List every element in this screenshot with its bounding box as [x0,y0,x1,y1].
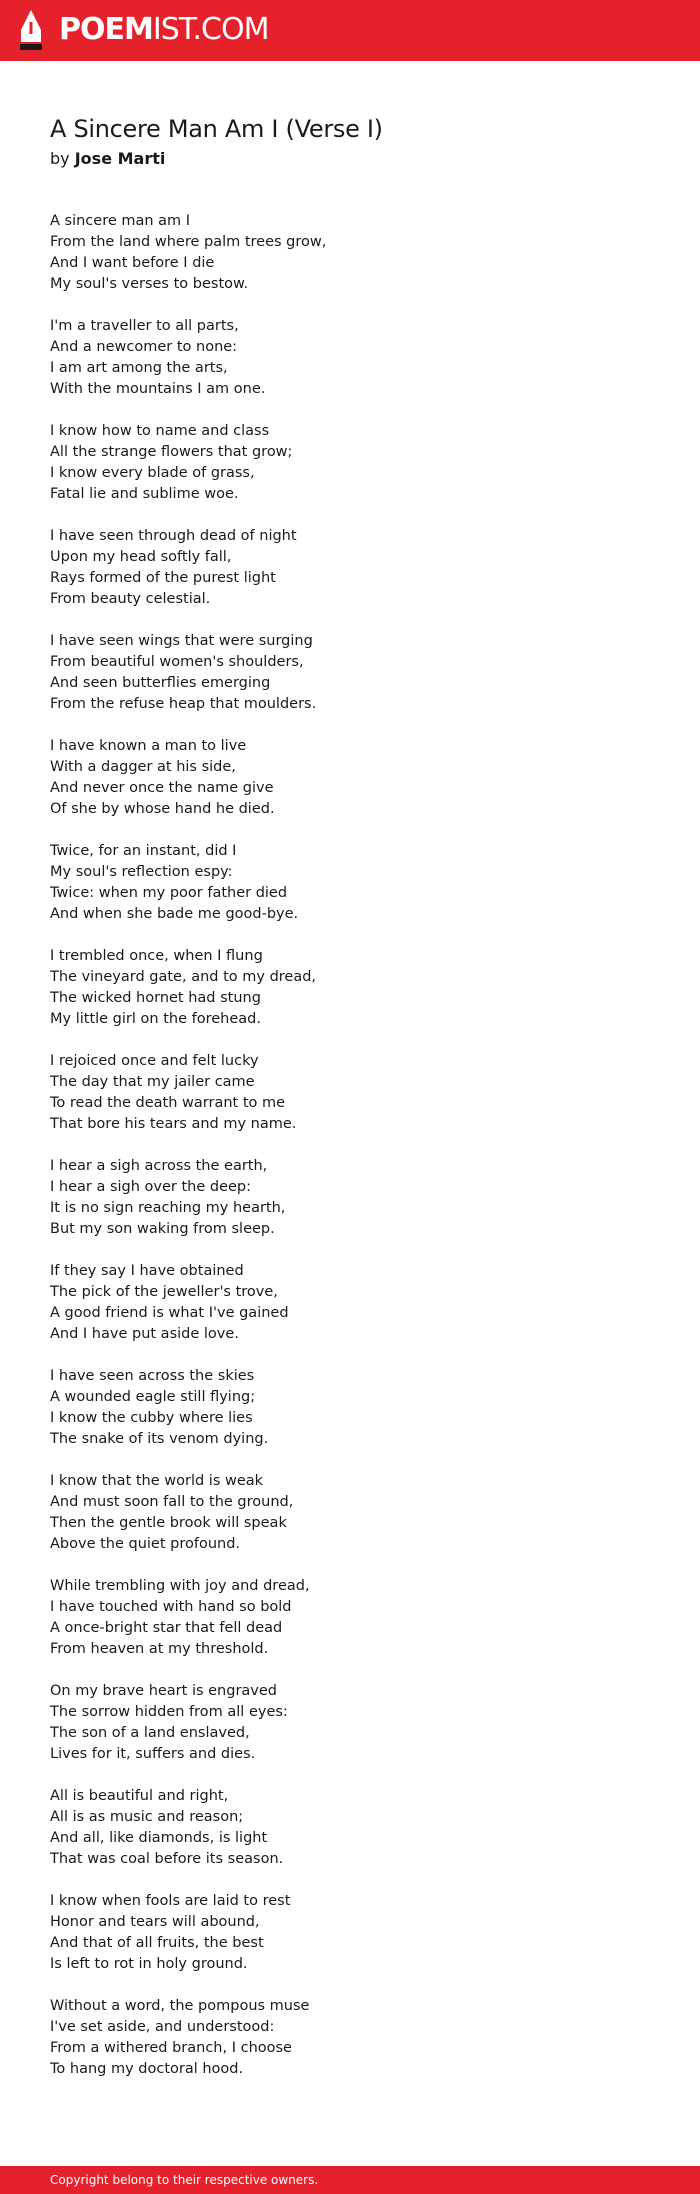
logo-wordmark-bold: POEM [59,12,153,47]
poem-line: Upon my head softly fall, [50,549,232,565]
poem-line: Is left to rot in holy ground. [50,1956,248,1972]
poem-line: My little girl on the forehead. [50,1011,261,1027]
poem-line: Fatal lie and sublime woe. [50,486,239,502]
poem-line: A sincere man am I [50,213,191,229]
poem-line: And I want before I die [50,255,215,271]
poem-stanza [50,1576,650,1660]
poem-line: From a withered branch, I choose [50,2040,292,2056]
poem-line: And a newcomer to none: [50,339,238,355]
poem-line: I'm a traveller to all parts, [50,318,239,334]
poem-title: A Sincere Man Am I (Verse I) [50,115,383,143]
poem-line: I have seen across the skies [50,1368,255,1384]
poem-line: A wounded eagle still flying; [50,1389,256,1405]
poem-line: And I have put aside love. [50,1326,239,1342]
poem-line: To read the death warrant to me [50,1095,286,1111]
poem-stanza [50,631,650,715]
poem-line: To hang my doctoral hood. [50,2061,244,2077]
poem-stanza [50,526,650,610]
poem-line: While trembling with joy and dread, [50,1578,310,1594]
poem-stanza [50,1261,650,1345]
poem-stanza [50,211,650,295]
poem-line: The wicked hornet had stung [50,990,261,1006]
poem-stanza [50,1471,650,1555]
poem-line: Twice, for an instant, did I [50,843,237,859]
poem-line: That was coal before its season. [50,1851,284,1867]
poem-line: And all, like diamonds, is light [50,1830,268,1846]
poem-line: I have seen through dead of night [50,528,297,544]
poem-line: Rays formed of the purest light [50,570,276,586]
poem-body [50,211,650,2080]
poem-line: Honor and tears will abound, [50,1914,260,1930]
poem-stanza [50,1996,650,2080]
poem-line: I have touched with hand so bold [50,1599,292,1615]
poem-line: I know that the world is weak [50,1473,264,1489]
poem-stanza [50,946,650,1030]
poem-line: My soul's verses to bestow. [50,276,249,292]
poem-line: Twice: when my poor father died [50,885,288,901]
poem-line: But my son waking from sleep. [50,1221,275,1237]
poem-line: All is beautiful and right, [50,1788,229,1804]
poem-line: All the strange flowers that grow; [50,444,293,460]
copyright-notice: Copyright belong to their respective owners. [50,2173,319,2187]
poem-stanza [50,1156,650,1240]
site-footer [0,2166,700,2194]
poem-line: I have seen wings that were surging [50,633,313,649]
poem-stanza [50,316,650,400]
poem-line: I trembled once, when I flung [50,948,263,964]
poem-line: The day that my jailer came [50,1074,255,1090]
poem-line: I know every blade of grass, [50,465,255,481]
poem-stanza [50,1366,650,1450]
poem-line: Above the quiet profound. [50,1536,241,1552]
poem-line: Without a word, the pompous muse [50,1998,310,2014]
poem-line: That bore his tears and my name. [50,1116,297,1132]
poem-line: All is as music and reason; [50,1809,244,1825]
poem-line: Of she by whose hand he died. [50,801,275,817]
poem-line: The sorrow hidden from all eyes: [50,1704,288,1720]
poem-byline [50,148,650,170]
poem-line: My soul's reflection espy: [50,864,233,880]
poem-line: I know when fools are laid to rest [50,1893,291,1909]
poem-line: The pick of the jeweller's trove, [50,1284,278,1300]
poem-line: And never once the name give [50,780,274,796]
poem-line: I rejoiced once and felt lucky [50,1053,259,1069]
poem-line: On my brave heart is engraved [50,1683,278,1699]
site-header [0,0,700,61]
poem-line: From beautiful women's shoulders, [50,654,304,670]
poem-author[interactable]: Jose Marti [74,149,166,168]
poem-line: A good friend is what I've gained [50,1305,289,1321]
poem-stanza [50,841,650,925]
poem-line: From the land where palm trees grow, [50,234,327,250]
poem-line: And must soon fall to the ground, [50,1494,294,1510]
poem-line: With the mountains I am one. [50,381,266,397]
poem-line: I hear a sigh across the earth, [50,1158,268,1174]
poem-line: I hear a sigh over the deep: [50,1179,252,1195]
poem-content [50,114,650,2101]
poem-line: And that of all fruits, the best [50,1935,264,1951]
poem-stanza [50,1891,650,1975]
poem-line: I have known a man to live [50,738,247,754]
poem-stanza [50,1786,650,1870]
poem-line: From heaven at my threshold. [50,1641,269,1657]
poem-line: I've set aside, and understood: [50,2019,275,2035]
poem-line: Then the gentle brook will speak [50,1515,287,1531]
poem-line: I know the cubby where lies [50,1410,253,1426]
poem-line: Lives for it, suffers and dies. [50,1746,256,1762]
poem-stanza [50,421,650,505]
poem-line: The son of a land enslaved, [50,1725,250,1741]
logo-wordmark [59,12,269,47]
poem-line: I am art among the arts, [50,360,228,376]
logo-wordmark-light: IST.COM [152,12,269,47]
poem-line: A once-bright star that fell dead [50,1620,283,1636]
pen-nib-icon [17,8,45,52]
poem-line: I know how to name and class [50,423,270,439]
poem-line: From beauty celestial. [50,591,211,607]
poem-line: And when she bade me good-bye. [50,906,299,922]
by-label: by [50,149,70,168]
poem-line: From the refuse heap that moulders. [50,696,317,712]
poem-line: And seen butterflies emerging [50,675,271,691]
poem-stanza [50,1051,650,1135]
poem-stanza [50,1681,650,1765]
site-logo-link[interactable] [17,8,268,52]
poem-stanza [50,736,650,820]
poem-line: The snake of its venom dying. [50,1431,269,1447]
poem-line: With a dagger at his side, [50,759,236,775]
poem-line: If they say I have obtained [50,1263,244,1279]
poem-line: It is no sign reaching my hearth, [50,1200,286,1216]
poem-line: The vineyard gate, and to my dread, [50,969,317,985]
